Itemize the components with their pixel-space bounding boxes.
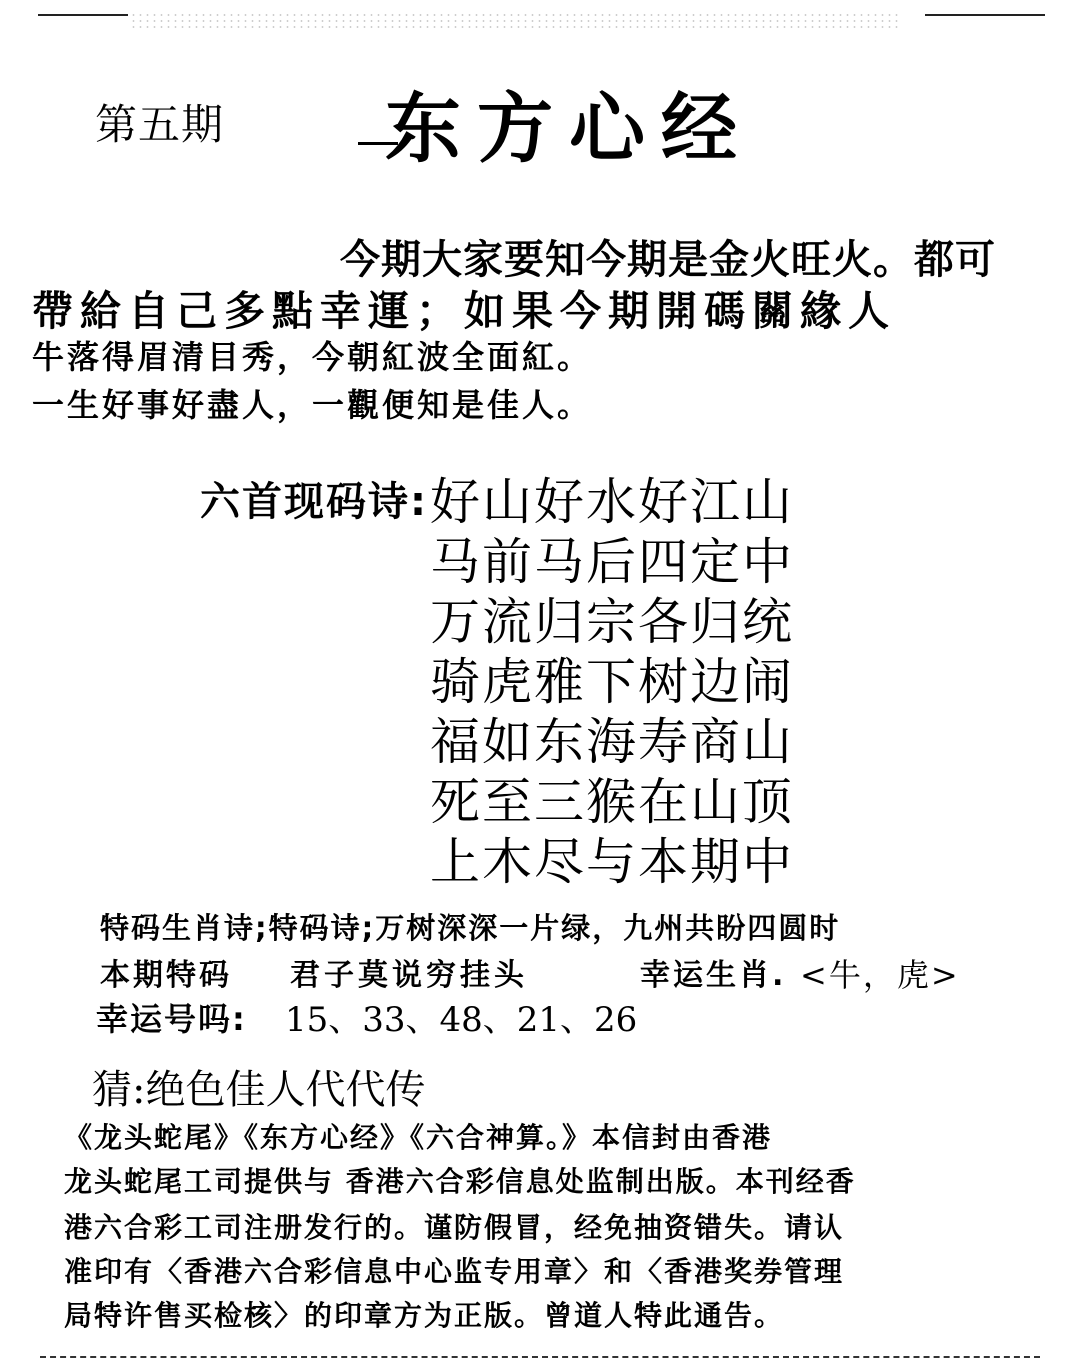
bottom-rule	[40, 1356, 1040, 1358]
notice-line-5: 局特许售买检核〉的印章方为正版。曾道人特此通告。	[64, 1299, 785, 1332]
poem-line-5: 福如东海寿商山	[430, 713, 794, 771]
issue-number: 第五期	[95, 100, 225, 149]
top-rule-left	[38, 14, 128, 16]
poem-line-3: 万流归宗各归统	[430, 593, 794, 651]
page-title: 东方心经	[385, 84, 753, 173]
this-issue-value: 君子莫说穷挂头	[290, 958, 528, 993]
intro-line-4: 一生好事好盡人，一觀便知是佳人。	[32, 386, 593, 424]
poem-line-6: 死至三猴在山顶	[430, 773, 794, 831]
lucky-numbers-value: 15、33、48、21、26	[285, 1000, 638, 1040]
intro-line-2: 帶給自己多點幸運；如果今期開碼關緣人	[32, 287, 896, 335]
notice-line-4: 准印有〈香港六合彩信息中心监专用章〉和〈香港奖券管理	[64, 1255, 845, 1288]
special-code-poem: 特码生肖诗;特码诗;万树深深一片绿，九州共盼四圆时	[100, 911, 841, 945]
poem-line-7: 上木尽与本期中	[430, 833, 794, 891]
this-issue-label: 本期特码	[100, 958, 232, 993]
poem-line-2: 马前马后四定中	[430, 533, 794, 591]
lucky-zodiac-value: <牛，虎>	[800, 956, 960, 994]
top-noise-strip	[130, 12, 900, 32]
lucky-numbers-label: 幸运号吗:	[96, 1000, 247, 1038]
notice-line-1: 《龙头蛇尾》《东方心经》《六合神算。》本信封由香港	[64, 1121, 773, 1154]
top-rule-right	[925, 14, 1045, 16]
poem-line-4: 骑虎雅下树边闹	[430, 653, 794, 711]
guess-line: 猜:绝色佳人代代传	[92, 1067, 426, 1113]
notice-line-2: 龙头蛇尾工司提供与 香港六合彩信息处监制出版。本刊经香	[64, 1165, 856, 1198]
intro-line-3: 牛落得眉清目秀，今朝紅波全面紅。	[32, 338, 593, 376]
notice-line-3: 港六合彩工司注册发行的。谨防假冒，经免抽资错失。请认	[64, 1211, 845, 1244]
poem-label: 六首现码诗:	[200, 479, 428, 525]
title-underline	[358, 142, 398, 145]
intro-line-1: 今期大家要知今期是金火旺火。都可	[340, 237, 996, 283]
poem-line-1: 好山好水好江山	[430, 473, 794, 531]
lucky-zodiac-label: 幸运生肖.	[640, 958, 787, 993]
